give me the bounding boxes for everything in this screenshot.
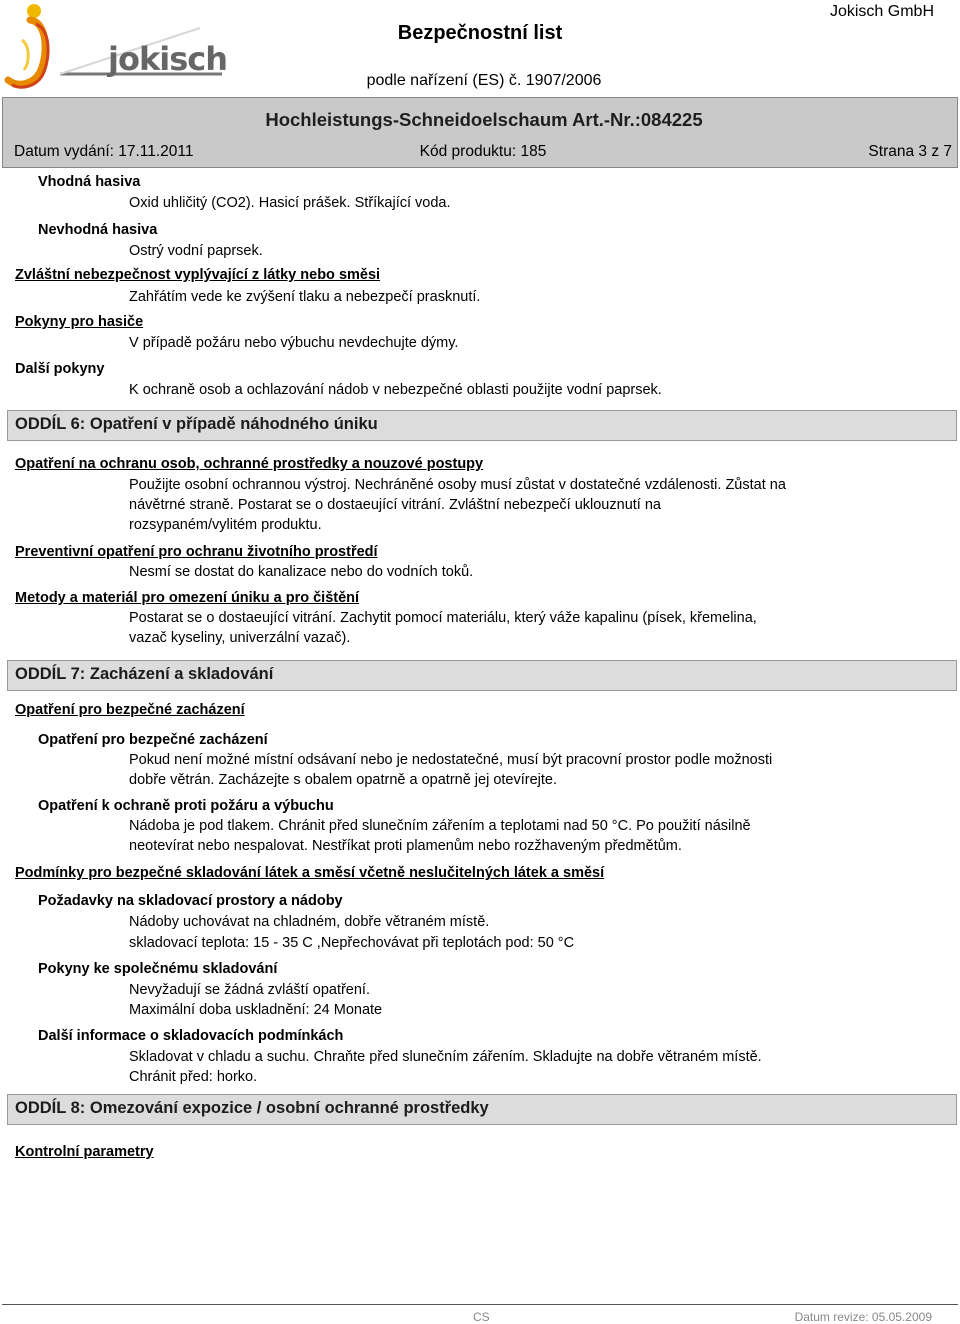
section-8-header	[7, 1094, 957, 1125]
fire-protection-line: neotevírat nebo nespalovat. Nestříkat proti plamenům nebo rozžhaveným předmětům.	[129, 838, 682, 854]
product-name: Hochleistungs-Schneidoelschaum Art.-Nr.:084225	[265, 109, 703, 130]
control-parameters-heading: Kontrolní parametry	[15, 1144, 154, 1160]
environmental-precautions-text: Nesmí se dostat do kanalizace nebo do vodních toků.	[129, 564, 474, 580]
safe-handling-line: Pokud není možné místní odsávaní nebo je nedostatečné, musí být pracovní prostor podle možnosti	[129, 752, 773, 768]
section-8-title: ODDÍL 8: Omezování expozice / osobní ochranné prostředky	[15, 1099, 489, 1117]
suitable-media-label: Vhodná hasiva	[38, 174, 141, 190]
storage-info-label: Další informace o skladovacích podmínkách	[38, 1028, 344, 1044]
joint-storage-line: Maximální doba uskladnění: 24 Monate	[129, 1002, 383, 1018]
further-advice-label: Další pokyny	[15, 361, 105, 377]
safe-handling-label: Opatření pro bezpečné zacházení	[38, 732, 268, 748]
personal-precautions-line: Použijte osobní ochrannou výstroj. Nechráněné osoby musí zůstat v dostatečné vzdálenosti. Zůstat na	[129, 477, 786, 493]
fire-protection-line: Nádoba je pod tlakem. Chránit před slunečním zářením a teplotami nad 50 °C. Po použití násilně	[129, 818, 751, 834]
further-advice-text: K ochraně osob a ochlazování nádob v nebezpečné oblasti použijte vodní paprsek.	[129, 382, 662, 398]
page-number: Strana 3 z 7	[868, 143, 952, 160]
joint-storage-line: Nevyžadují se žádná zvláští opatření.	[129, 982, 370, 998]
containment-methods-line: Postarat se o dostaeující vitrání. Zachytit pomocí materiálu, který váže kapalinu (písek, křemelina,	[129, 610, 757, 626]
storage-requirements-label: Požadavky na skladovací prostory a nádoby	[38, 893, 343, 909]
containment-methods-line: vazač kyseliny, univerzální vazač).	[129, 630, 351, 646]
section-7-header	[7, 660, 957, 691]
unsuitable-media-label: Nevhodná hasiva	[38, 222, 158, 238]
special-hazard-label: Zvláštní nebezpečnost vyplývající z látky nebo směsi	[15, 267, 381, 283]
firefighters-advice-label: Pokyny pro hasiče	[15, 314, 144, 330]
logo-text: jokisch	[108, 40, 227, 78]
personal-precautions-line: návětrné straně. Postarat se o dostaeující vitrání. Zvláštní nebezpečí uklouznutí na	[129, 497, 661, 513]
section-6-header	[7, 410, 957, 441]
storage-info-line: Skladovat v chladu a suchu. Chraňte před slunečním zářením. Skladujte na dobře větraném místě.	[129, 1049, 762, 1065]
unsuitable-media-text: Ostrý vodní paprsek.	[129, 243, 263, 259]
personal-precautions-label: Opatření na ochranu osob, ochranné prostředky a nouzové postupy	[15, 456, 484, 472]
fire-protection-label: Opatření k ochraně proti požáru a výbuchu	[38, 798, 334, 814]
footer-divider	[2, 1304, 958, 1305]
personal-precautions-line: rozsypaném/vylitém produktu.	[129, 517, 322, 533]
environmental-precautions-label: Preventivní opatření pro ochranu životního prostředí	[15, 544, 378, 560]
regulation-reference: podle nařízení (ES) č. 1907/2006	[366, 72, 602, 89]
containment-methods-label: Metody a materiál pro omezení úniku a pro čištění	[15, 590, 360, 606]
product-code: Kód produktu: 185	[419, 143, 547, 160]
footer-revision-date: Datum revize: 05.05.2009	[794, 1310, 932, 1324]
section-7-title: ODDÍL 7: Zacházení a skladování	[15, 665, 274, 683]
storage-requirements-line: skladovací teplota: 15 - 35 C ,Nepřechovávat při teplotách pod: 50 °C	[129, 935, 575, 951]
issue-date: Datum vydání: 17.11.2011	[14, 143, 194, 160]
section-6-title: ODDÍL 6: Opatření v případě náhodného úniku	[15, 415, 378, 433]
safe-handling-heading: Opatření pro bezpečné zacházení	[15, 702, 245, 718]
suitable-media-text: Oxid uhličitý (CO2). Hasicí prášek. Stříkající voda.	[129, 195, 451, 211]
storage-requirements-line: Nádoby uchovávat na chladném, dobře větraném místě.	[129, 914, 490, 930]
footer-language: CS	[473, 1310, 490, 1324]
document-title: Bezpečnostní list	[397, 22, 563, 44]
joint-storage-label: Pokyny ke společnému skladování	[38, 961, 278, 977]
company-name: Jokisch GmbH	[829, 3, 934, 20]
firefighters-advice-text: V případě požáru nebo výbuchu nevdechujte dýmy.	[129, 335, 459, 351]
storage-conditions-heading: Podmínky pro bezpečné skladování látek a směsí včetně neslučitelných látek a směsí	[15, 865, 605, 881]
storage-info-line: Chránit před: horko.	[129, 1069, 258, 1085]
special-hazard-text: Zahřátím vede ke zvýšení tlaku a nebezpečí prasknutí.	[129, 289, 481, 305]
safe-handling-line: dobře větrán. Zacházejte s obalem opatrně a opatrně jej otevírejte.	[129, 772, 558, 788]
